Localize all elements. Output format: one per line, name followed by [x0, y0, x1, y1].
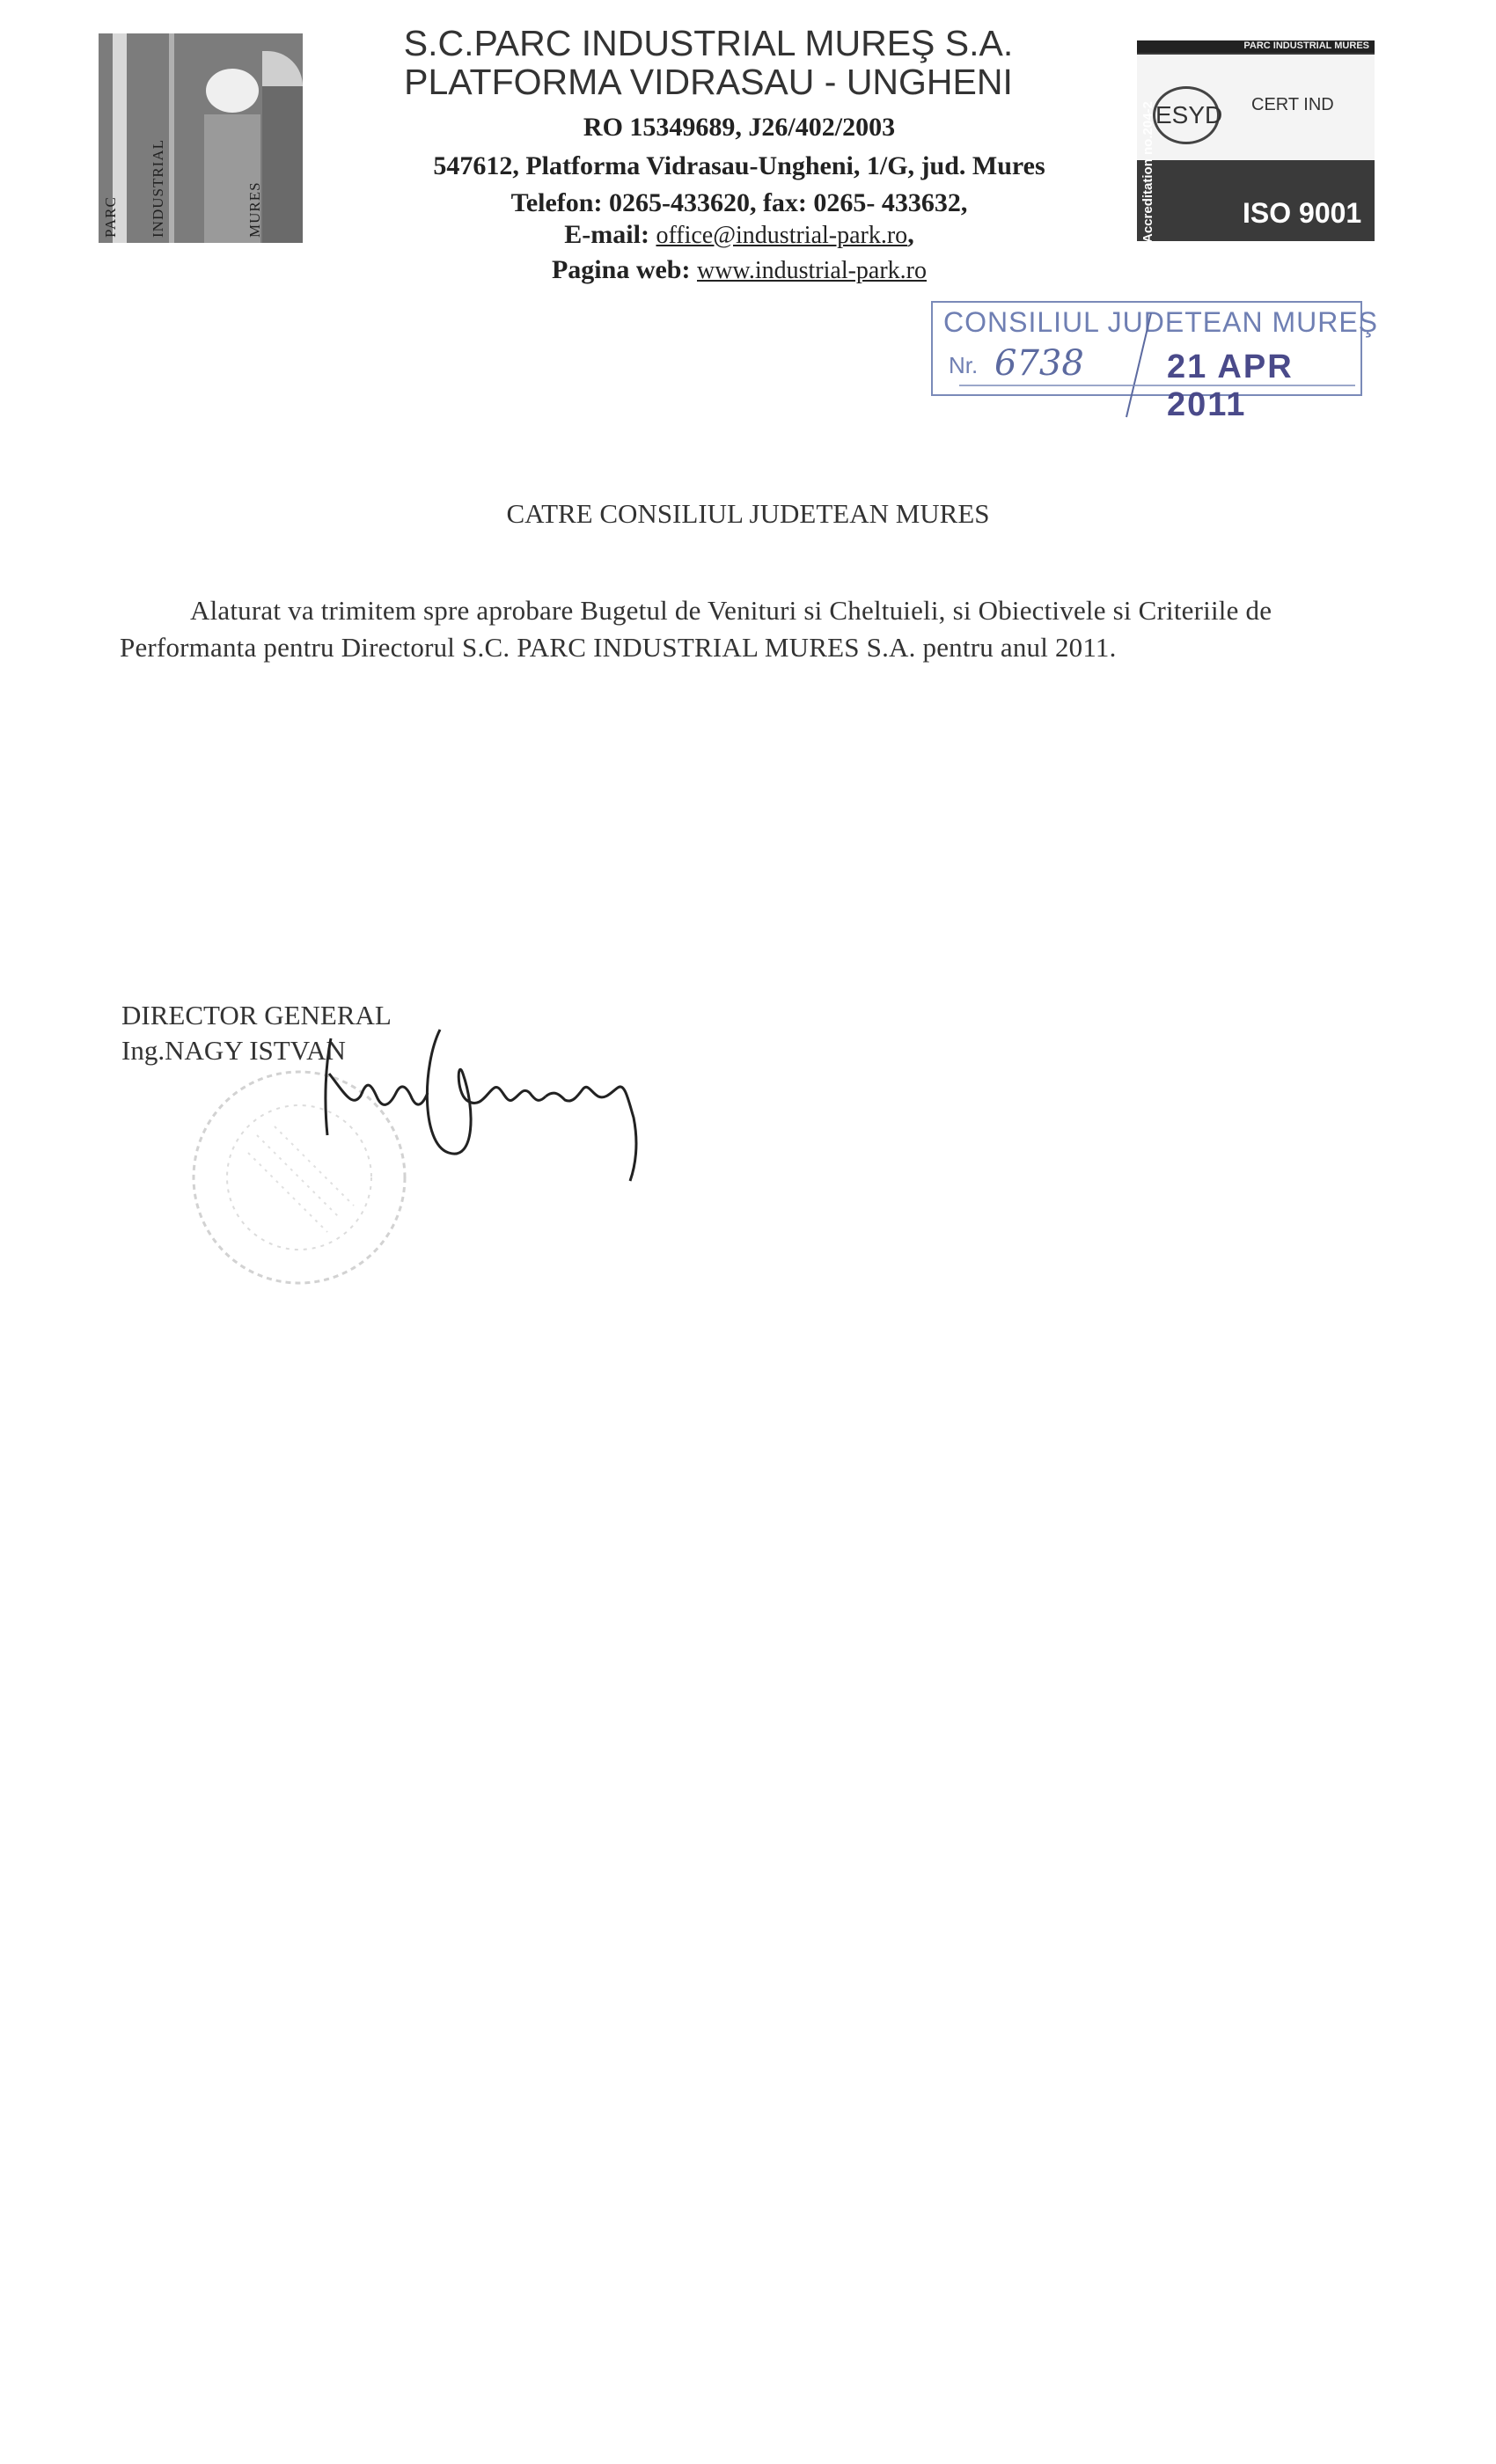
email-suffix: ,	[907, 220, 914, 249]
email-link[interactable]: office@industrial-park.ro	[656, 222, 908, 249]
letter-paragraph-line2: Performanta pentru Directorul S.C. PARC INDUSTRIAL MURES S.A. pentru anul 2011.	[120, 632, 1117, 663]
certification-badge	[1137, 40, 1375, 241]
registry-stamp	[931, 301, 1378, 423]
certind-logo: CERT IND	[1251, 95, 1334, 114]
stamp-nr-label: Nr.	[949, 352, 979, 378]
logo-label-mures: MURES	[246, 181, 263, 238]
accreditation-label: Accreditation no.204-2	[1140, 101, 1155, 243]
logo-stripe	[169, 33, 174, 243]
stamp-number: 6738	[994, 343, 1084, 384]
web-label: Pagina web:	[551, 255, 691, 284]
platform-name: PLATFORMA VIDRASAU - UNGHENI	[404, 62, 1013, 102]
logo-label-parc: PARC	[102, 196, 119, 238]
email-label: E-mail:	[564, 220, 649, 249]
letter-paragraph-line1: Alaturat va trimitem spre aprobare Bugetul de Venituri si Cheltuieli, si Obiectivele si Criteriile de	[190, 595, 1272, 626]
stamp-date: 21 APR 2011	[1167, 348, 1294, 423]
stamp-title: CONSILIUL JUDETEAN MUREŞ	[943, 306, 1378, 338]
logo-i-dot	[206, 69, 259, 113]
company-phone: Telefon: 0265-433620, fax: 0265- 433632,	[510, 188, 968, 217]
stamp-slash	[933, 303, 1360, 426]
web-line	[299, 255, 1179, 285]
iso-label: ISO 9001	[1243, 197, 1362, 229]
esyd-logo: ESYD	[1153, 86, 1220, 144]
signatory-name: Ing.NAGY ISTVAN	[121, 1035, 346, 1066]
web-link[interactable]: www.industrial-park.ro	[696, 257, 927, 284]
handwritten-signature	[308, 1012, 695, 1188]
registration-number: RO 15349689, J26/402/2003	[583, 113, 896, 142]
company-name: S.C.PARC INDUSTRIAL MUREŞ S.A.	[403, 23, 1014, 63]
cert-strip: PARC INDUSTRIAL MURES	[1137, 40, 1375, 53]
signatory-title: DIRECTOR GENERAL	[121, 1000, 392, 1030]
logo-right-bar	[262, 86, 303, 243]
company-address: 547612, Platforma Vidrasau-Ungheni, 1/G, jud. Mures	[433, 151, 1045, 180]
email-line	[299, 220, 1179, 250]
logo-label-industrial: INDUSTRIAL	[150, 139, 166, 238]
recipient-line: CATRE CONSILIUL JUDETEAN MURES	[506, 498, 990, 529]
